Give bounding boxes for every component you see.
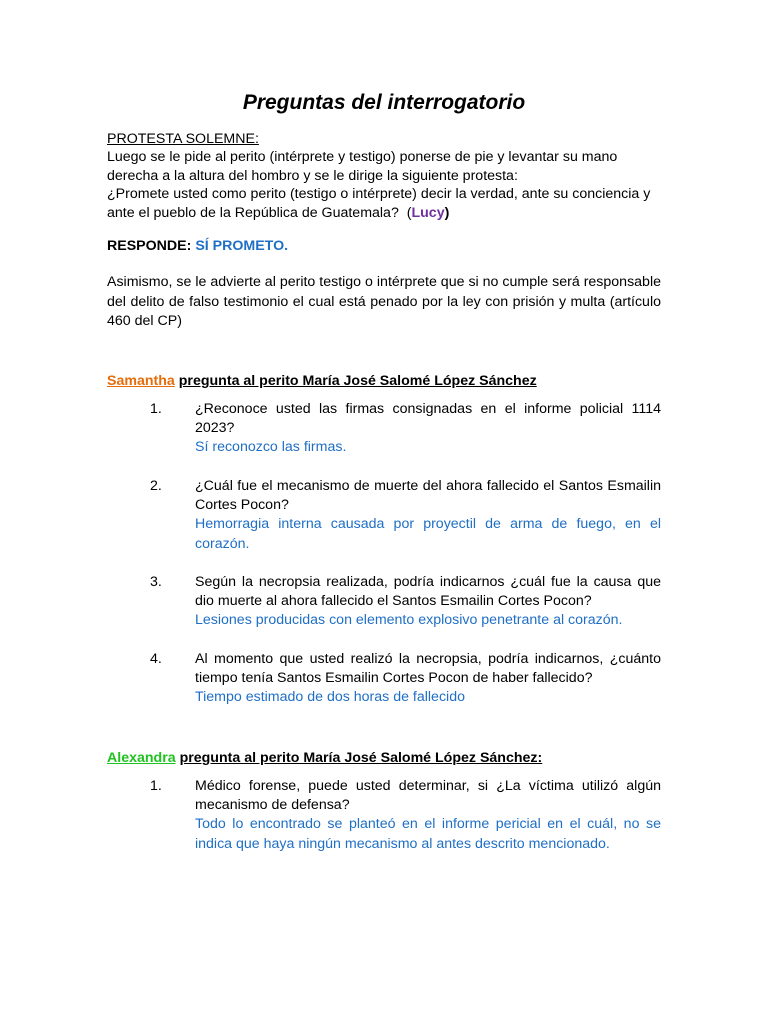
responde-label: RESPONDE: [107,238,192,254]
protesta-instructions: Luego se le pide al perito (intérprete y testigo) ponerse de pie y levantar su mano derecha a la altura del hombro y se le dirige la siguiente protesta: [107,149,618,184]
question-number: 1. [150,401,162,417]
protesta-block [107,130,661,222]
list-item [150,400,661,458]
question-number: 2. [150,478,162,494]
question-number: 1. [150,778,162,794]
list-item [150,573,661,631]
answer-text: Sí reconozco las firmas. [195,439,347,456]
responde-line [107,237,661,255]
list-item [150,777,661,854]
answer-text: Lesiones producidas con elemento explosivo penetrante al corazón. [195,612,623,629]
section2-speaker: Alexandra [107,750,176,766]
protesta-speaker: Lucy [411,204,445,221]
section1-speaker: Samantha [107,373,175,389]
question-text: ¿Cuál fue el mecanismo de muerte del ahora fallecido el Santos Esmailin Cortes Pocon? [195,478,661,514]
question-text: ¿Reconoce usted las firmas consignadas en el informe policial 1114 2023? [195,401,661,437]
protesta-heading: PROTESTA SOLEMNE: [107,131,259,147]
protesta-question: ¿Promete usted como perito (testigo o intérprete) decir la verdad, ante su conciencia y ante el pueblo de la República de Guatemala? [107,186,651,221]
section1-heading [107,372,661,390]
question-text: Según la necropsia realizada, podría indicarnos ¿cuál fue la causa que dio muerte al ahora fallecido el Santos Esmailin Cortes Pocon? [195,574,661,610]
protesta-paren-open: ( [406,204,412,221]
protesta-paren-close: ) [444,204,450,221]
section2-heading-text: pregunta al perito María José Salomé López Sánchez: [179,750,543,766]
question-text: Médico forense, puede usted determinar, si ¿La víctima utilizó algún mecanismo de defensa? [195,778,661,814]
list-item [150,650,661,708]
question-number: 4. [150,651,162,667]
responde-answer: SÍ PROMETO. [195,238,289,254]
question-number: 3. [150,574,162,590]
answer-text: Todo lo encontrado se planteó en el informe pericial en el cuál, no se indica que haya ningún mecanismo al antes descrito mencionado. [195,816,661,852]
page-title: Preguntas del interrogatorio [242,91,526,114]
list-item [150,477,661,554]
section2-heading [107,749,661,767]
answer-text: Tiempo estimado de dos horas de fallecido [195,689,465,706]
advertencia-paragraph: Asimismo, se le advierte al perito testigo o intérprete que si no cumple será responsable del delito de falso testimonio el cual está penado por la ley con prisión y multa (artículo 460 del CP) [107,274,661,329]
answer-text: Hemorragia interna causada por proyectil de arma de fuego, en el corazón. [195,516,661,552]
question-text: Al momento que usted realizó la necropsia, podría indicarnos, ¿cuánto tiempo tenía Santos Esmailin Cortes Pocon de haber fallecido? [195,651,661,687]
section1-heading-text: pregunta al perito María José Salomé López Sánchez [178,373,537,389]
